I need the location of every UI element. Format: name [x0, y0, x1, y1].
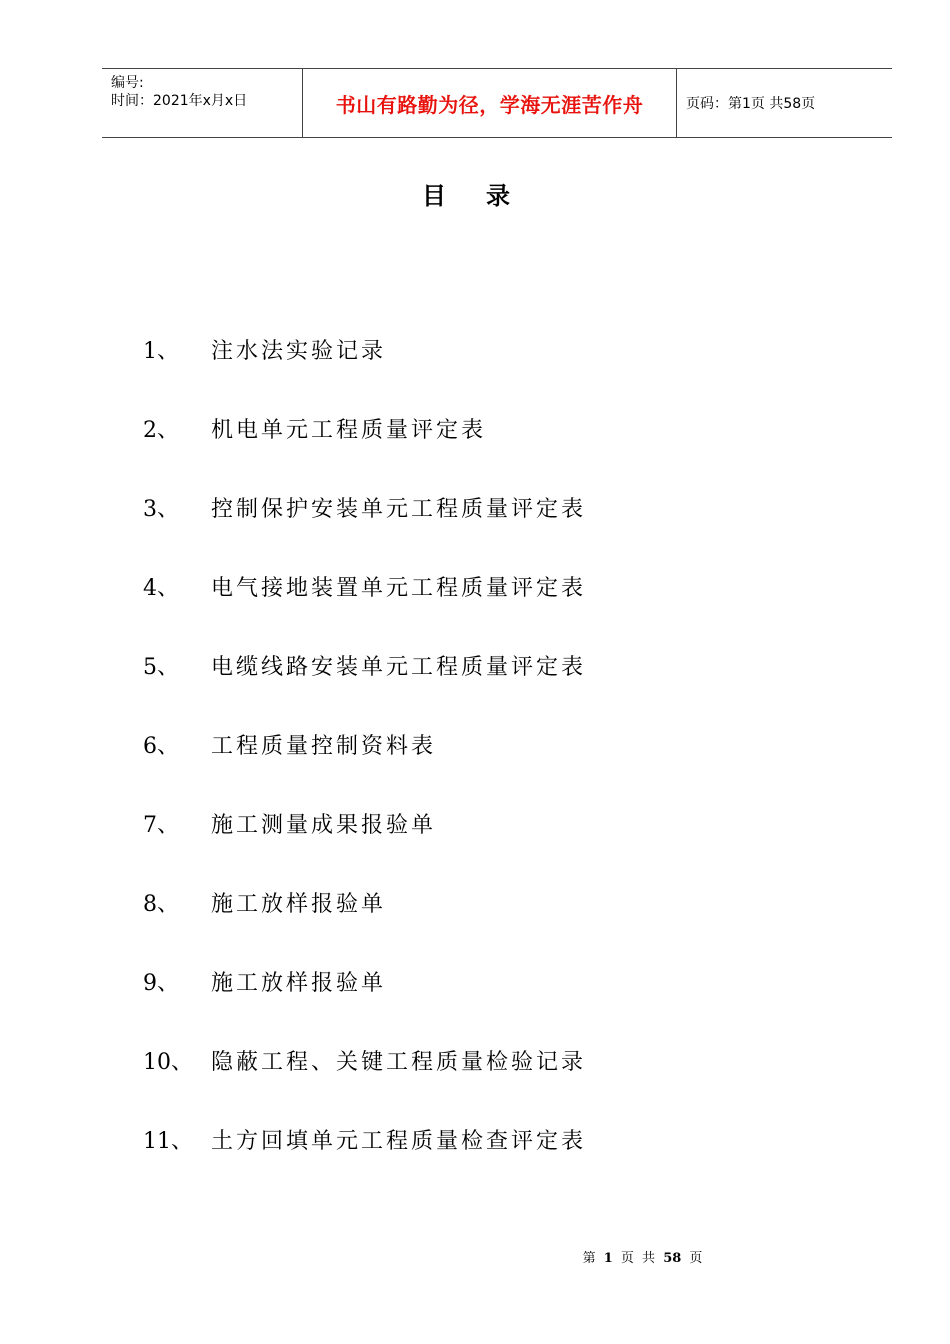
page-footer	[0, 1247, 950, 1266]
toc-item-label: 控制保护安装单元工程质量评定表	[211, 497, 587, 522]
footer-total-pages: 58	[663, 1251, 682, 1266]
toc-item[interactable]	[143, 409, 586, 488]
toc-item[interactable]	[143, 646, 586, 725]
toc-item-label: 电缆线路安装单元工程质量评定表	[211, 655, 587, 680]
toc-item[interactable]	[143, 962, 586, 1041]
toc-item[interactable]	[143, 1120, 586, 1199]
toc-item[interactable]	[143, 804, 586, 883]
toc-item-label: 土方回填单元工程质量检查评定表	[211, 1129, 587, 1154]
toc-item-label: 隐蔽工程、关键工程质量检验记录	[211, 1050, 587, 1075]
toc-item[interactable]	[143, 883, 586, 962]
toc-item-number: 7、	[143, 813, 179, 838]
toc-item-number: 2、	[143, 418, 179, 443]
toc-item[interactable]	[143, 567, 586, 646]
toc-item-number: 3、	[143, 497, 179, 522]
number-label: 编号:	[111, 75, 144, 91]
toc-item-label: 工程质量控制资料表	[211, 734, 437, 759]
toc-item-number: 11、	[143, 1129, 193, 1154]
footer-suffix: 页	[689, 1251, 703, 1266]
toc-item-label: 机电单元工程质量评定表	[211, 418, 487, 443]
footer-prefix: 第	[582, 1251, 596, 1266]
footer-middle: 页 共	[620, 1251, 656, 1266]
toc-item-label: 施工放样报验单	[211, 971, 387, 996]
toc-item-label: 电气接地装置单元工程质量评定表	[211, 576, 587, 601]
toc-item-label: 注水法实验记录	[211, 339, 387, 364]
toc-item[interactable]	[143, 725, 586, 804]
toc-item-label: 施工放样报验单	[211, 892, 387, 917]
table-of-contents	[143, 330, 586, 1199]
footer-page-number: 1	[603, 1251, 613, 1266]
toc-item-number: 10、	[143, 1050, 193, 1075]
toc-item-number: 8、	[143, 892, 179, 917]
toc-item[interactable]	[143, 330, 586, 409]
page-title: 目录	[422, 182, 550, 210]
toc-item-number: 6、	[143, 734, 179, 759]
toc-item-label: 施工测量成果报验单	[211, 813, 437, 838]
toc-item-number: 4、	[143, 576, 179, 601]
toc-item[interactable]	[143, 488, 586, 567]
header-slogan: 书山有路勤为径，学海无涯苦作舟	[303, 69, 677, 137]
document-header	[102, 68, 892, 138]
header-page-info: 页码：第1页 共58页	[686, 96, 816, 112]
toc-item-number: 9、	[143, 971, 179, 996]
toc-item[interactable]	[143, 1041, 586, 1120]
time-label: 时间：2021年x月x日	[111, 93, 248, 109]
header-meta	[102, 69, 303, 137]
toc-item-number: 1、	[143, 339, 179, 364]
toc-item-number: 5、	[143, 655, 179, 680]
